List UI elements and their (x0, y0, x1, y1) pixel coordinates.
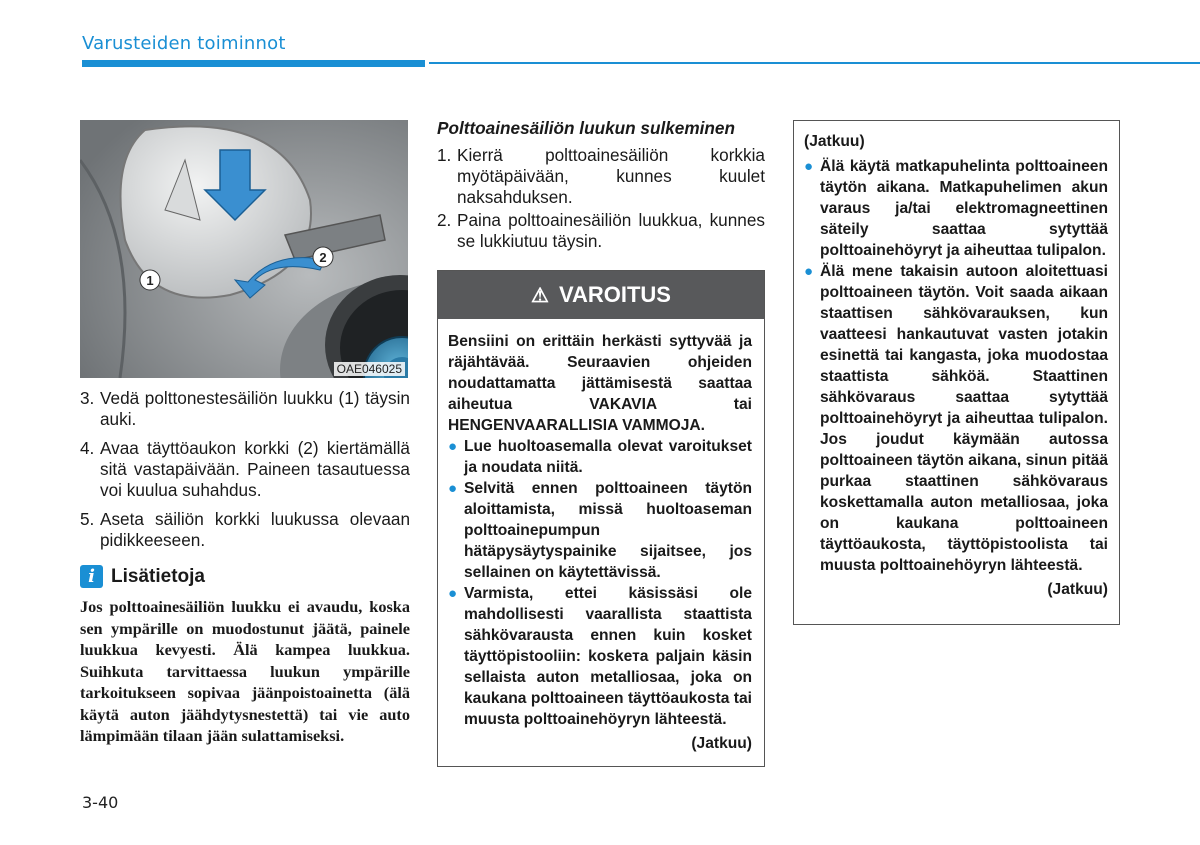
opening-steps (80, 388, 410, 551)
step-number: 1. (437, 145, 452, 165)
step-number: 5. (80, 509, 95, 529)
step-text: Avaa täyttöaukon korkki (2) kiertämällä sitä vastapäivään. Paineen tasautuessa voi kuulua suhahdus. (100, 438, 410, 500)
warning-body (438, 319, 764, 766)
continuation-list (804, 156, 1108, 576)
left-column (80, 120, 410, 747)
step-text: Vedä polttonestesäiliön luukku (1) täysin auki. (100, 388, 410, 429)
step-number: 3. (80, 388, 95, 408)
info-body: Jos polttoainesäiliön luukku ei avaudu, koska sen ympärille on muodostunut jäätä, painele luukkua kevyesti. Älä kampea luukkua. Suihkuta tarvittaessa luukun ympärille tarkoitukseen sopivaa jäänpoistoainetta (älä käytä auton jäähdytysnestettä) tai vie auto lämpimään tilaan jään sulattamiseksi. (80, 597, 410, 745)
warning-intro: Bensiini on erittäin herkästi syttyvää ja räjähtävää. Seuraavien ohjeiden noudattamatta jättämisestä saattaa aiheutua VAKAVIA tai HENGENVAARALLISIA VAMMOJA. (448, 333, 752, 434)
figure-code: OAE046025 (334, 362, 405, 376)
list-item (80, 509, 410, 551)
step-text: Aseta säiliön korkki luukussa olevaan pidikkeeseen. (100, 509, 410, 550)
bullet-text: Älä mene takaisin autoon aloitettuasi polttoaineen täytön. Voit saada aikaan staattisen sähkövarauksen, kun vaatteesi hankautuvat vasten jotakin esinettä tai kangasta, joka muodostaa staattista sähköä. Staattinen sähkövaraus saattaa sytyttää polttoainehöyryt ja aiheuttaa tulipalon. Jos joudut käymään autossa polttoaineen täytön aikana, sinun pitää purkaa staattinen sähkövaraus koskettamalla auton metalliosaa, joka on kaukana polttoaineen täyttöaukosta, täyttöpistoolista tai muusta polttoainehöyryn lähteestä. (820, 263, 1108, 574)
list-item (448, 478, 752, 583)
bullet-icon: ● (448, 585, 458, 602)
fuel-door-illustration (80, 120, 408, 378)
bullet-text: Lue huoltoasemalla olevat varoitukset ja noudata niitä. (464, 438, 752, 476)
continued-label: (Jatkuu) (691, 735, 752, 752)
list-item (437, 145, 765, 208)
fuel-door-drawing (80, 120, 408, 378)
section-title: Varusteiden toiminnot (82, 33, 286, 54)
page-number: 3-40 (82, 793, 119, 812)
bullet-text: Älä käytä matkapuhelinta polttoaineen täytön aikana. Matkapuhelimen akun varaus ja/tai elektromagneettinen säteily saattaa sytyttää polttoainehöyryt ja aiheuttaa tulipalon. (820, 158, 1108, 259)
bullet-text: Selvitä ennen polttoaineen täytön aloittamista, missä huoltoaseman polttoainepumpun hätäpysäytyspainike sijaitsee, jos sellainen on käytettävissä. (464, 480, 752, 581)
warning-box (437, 270, 765, 767)
middle-column (437, 118, 765, 767)
continued-top-label: (Jatkuu) (804, 133, 865, 150)
callout-2: 2 (319, 250, 327, 265)
bullet-icon: ● (448, 480, 458, 497)
info-icon: i (80, 565, 103, 588)
right-column (793, 120, 1120, 625)
warning-triangle-icon: ⚠ (531, 284, 549, 307)
list-item (448, 436, 752, 478)
list-item (804, 156, 1108, 261)
list-item (80, 388, 410, 430)
bullet-icon: ● (804, 158, 814, 175)
closing-title: Polttoainesäiliön luukun sulkeminen (437, 118, 735, 138)
info-title: Lisätietoja (111, 565, 205, 587)
step-text: Paina polttoainesäiliön luukkua, kunnes se lukkiutuu täysin. (457, 210, 765, 251)
bullet-text: Varmista, ettei käsissäsi ole mahdollisesti vaarallista staattista sähkövarausta ennen kuin kosket täyttöpistooliin: koskета paljain käsin sellaista auton metalliosaa, joka on kaukana polttoaineen täyttöaukosta tai muusta polttoainehöyryn lähteestä. (464, 585, 752, 728)
list-item (448, 583, 752, 730)
list-item (804, 261, 1108, 576)
bullet-icon: ● (448, 438, 458, 455)
step-number: 4. (80, 438, 95, 458)
warning-continuation-box (793, 120, 1120, 625)
list-item (437, 210, 765, 252)
continued-label: (Jatkuu) (1047, 581, 1108, 598)
warning-header (438, 271, 764, 319)
step-number: 2. (437, 210, 452, 230)
info-header (80, 565, 410, 588)
warning-list (448, 436, 752, 730)
list-item (80, 438, 410, 501)
closing-steps (437, 145, 765, 252)
header-bar (82, 60, 425, 67)
warning-title: VAROITUS (558, 282, 671, 307)
bullet-icon: ● (804, 263, 814, 280)
callout-1: 1 (146, 273, 154, 288)
header-rule (429, 62, 1200, 64)
step-text: Kierrä polttoainesäiliön korkkia myötäpäivään, kunnes kuulet naksahduksen. (457, 145, 765, 207)
